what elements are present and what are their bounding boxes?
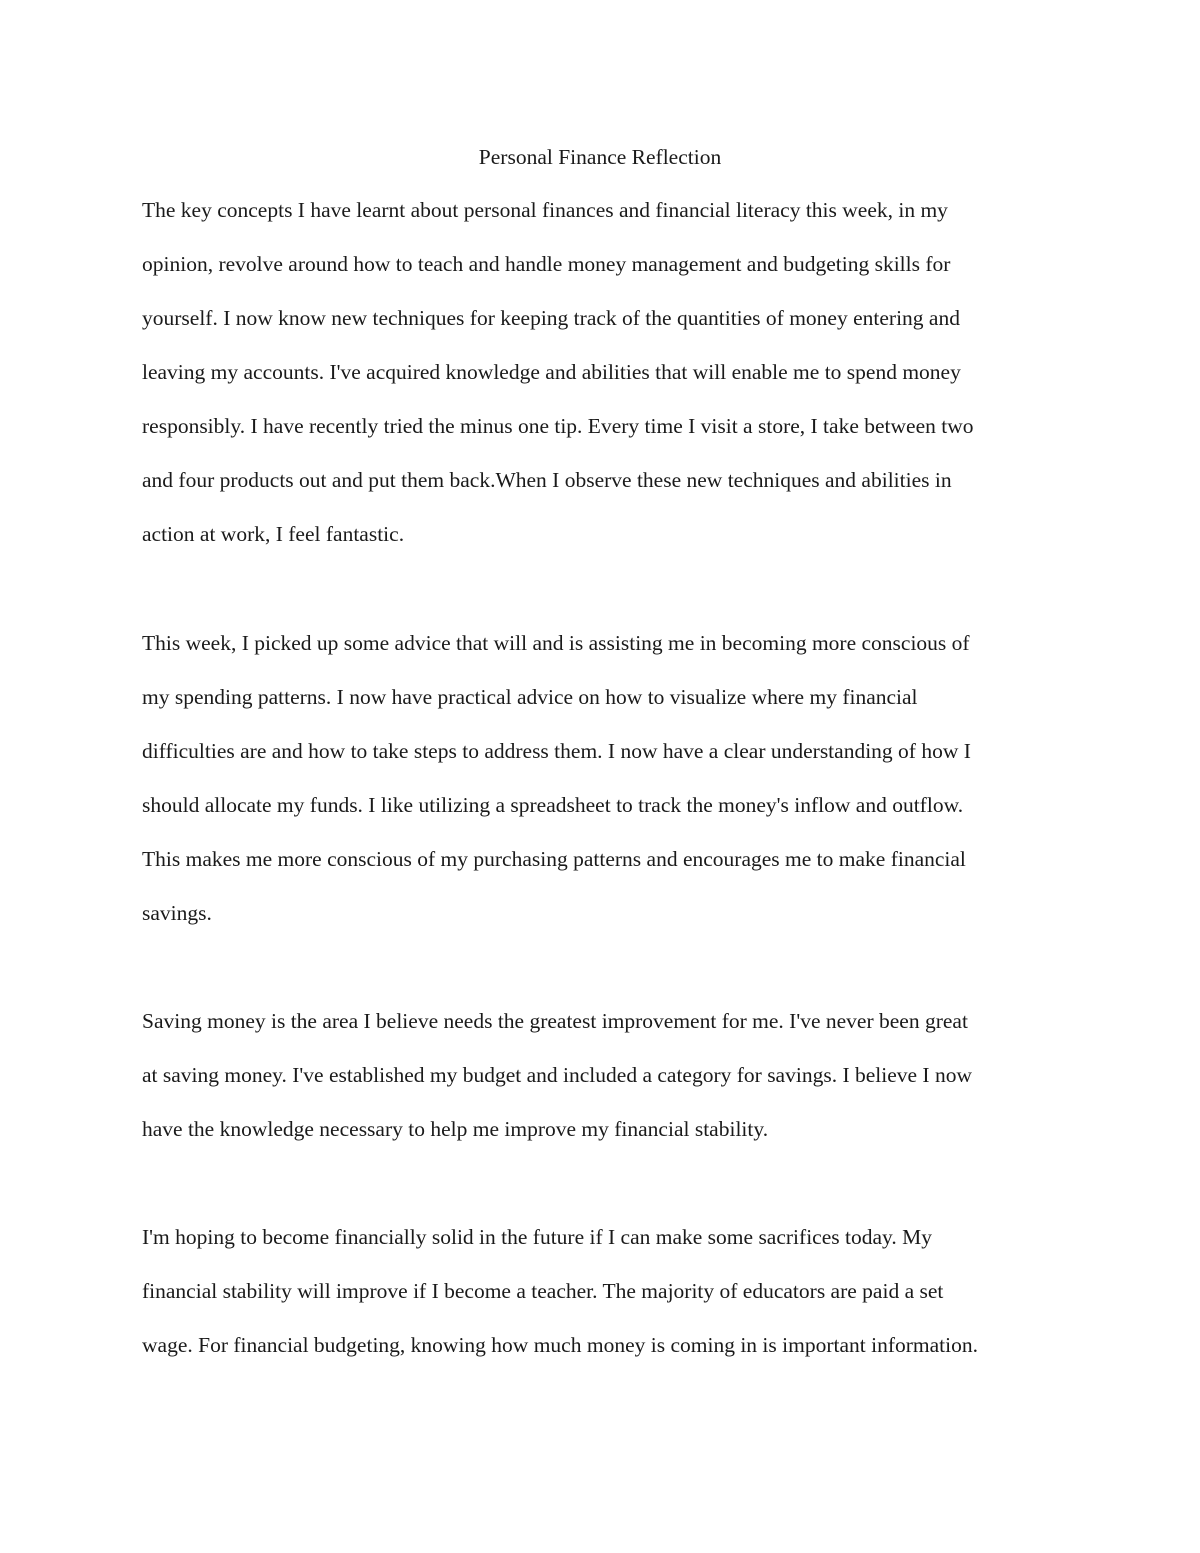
paragraph-4-line-2: financial stability will improve if I become a teacher. The majority of educators are paid a set — [142, 1279, 944, 1303]
paragraph-2-line-4: should allocate my funds. I like utilizing a spreadsheet to track the money's inflow and outflow. — [142, 793, 964, 817]
paragraph-1-line-1: The key concepts I have learnt about personal finances and financial literacy this week, in my — [142, 198, 948, 222]
paragraph-4-line-1: I'm hoping to become financially solid in the future if I can make some sacrifices today. My — [142, 1225, 932, 1249]
paragraph-1-line-4: leaving my accounts. I've acquired knowledge and abilities that will enable me to spend money — [142, 360, 961, 384]
paragraph-2-line-3: difficulties are and how to take steps to address them. I now have a clear understanding of how I — [142, 739, 971, 763]
paragraph-1-line-7: action at work, I feel fantastic. — [142, 522, 405, 546]
paragraph-4-line-3: wage. For financial budgeting, knowing how much money is coming in is important information. — [142, 1333, 978, 1357]
paragraph-2-line-2: my spending patterns. I now have practical advice on how to visualize where my financial — [142, 685, 918, 709]
paragraph-3-line-3: have the knowledge necessary to help me improve my financial stability. — [142, 1117, 769, 1141]
paragraph-3-line-2: at saving money. I've established my budget and included a category for savings. I believe I now — [142, 1063, 972, 1087]
paragraph-3-line-1: Saving money is the area I believe needs the greatest improvement for me. I've never been great — [142, 1009, 968, 1033]
paragraph-2-line-1: This week, I picked up some advice that will and is assisting me in becoming more conscious of — [142, 631, 970, 655]
document-title: Personal Finance Reflection — [478, 145, 722, 169]
paragraph-1-line-3: yourself. I now know new techniques for keeping track of the quantities of money entering and — [142, 306, 960, 330]
paragraph-1-line-6: and four products out and put them back.When I observe these new techniques and abilities in — [142, 468, 952, 492]
paragraph-1-line-5: responsibly. I have recently tried the minus one tip. Every time I visit a store, I take between two — [142, 414, 974, 438]
paragraph-1-line-2: opinion, revolve around how to teach and handle money management and budgeting skills for — [142, 252, 951, 276]
paragraph-2-line-5: This makes me more conscious of my purchasing patterns and encourages me to make financial — [142, 847, 966, 871]
paragraph-2-line-6: savings. — [142, 901, 212, 925]
